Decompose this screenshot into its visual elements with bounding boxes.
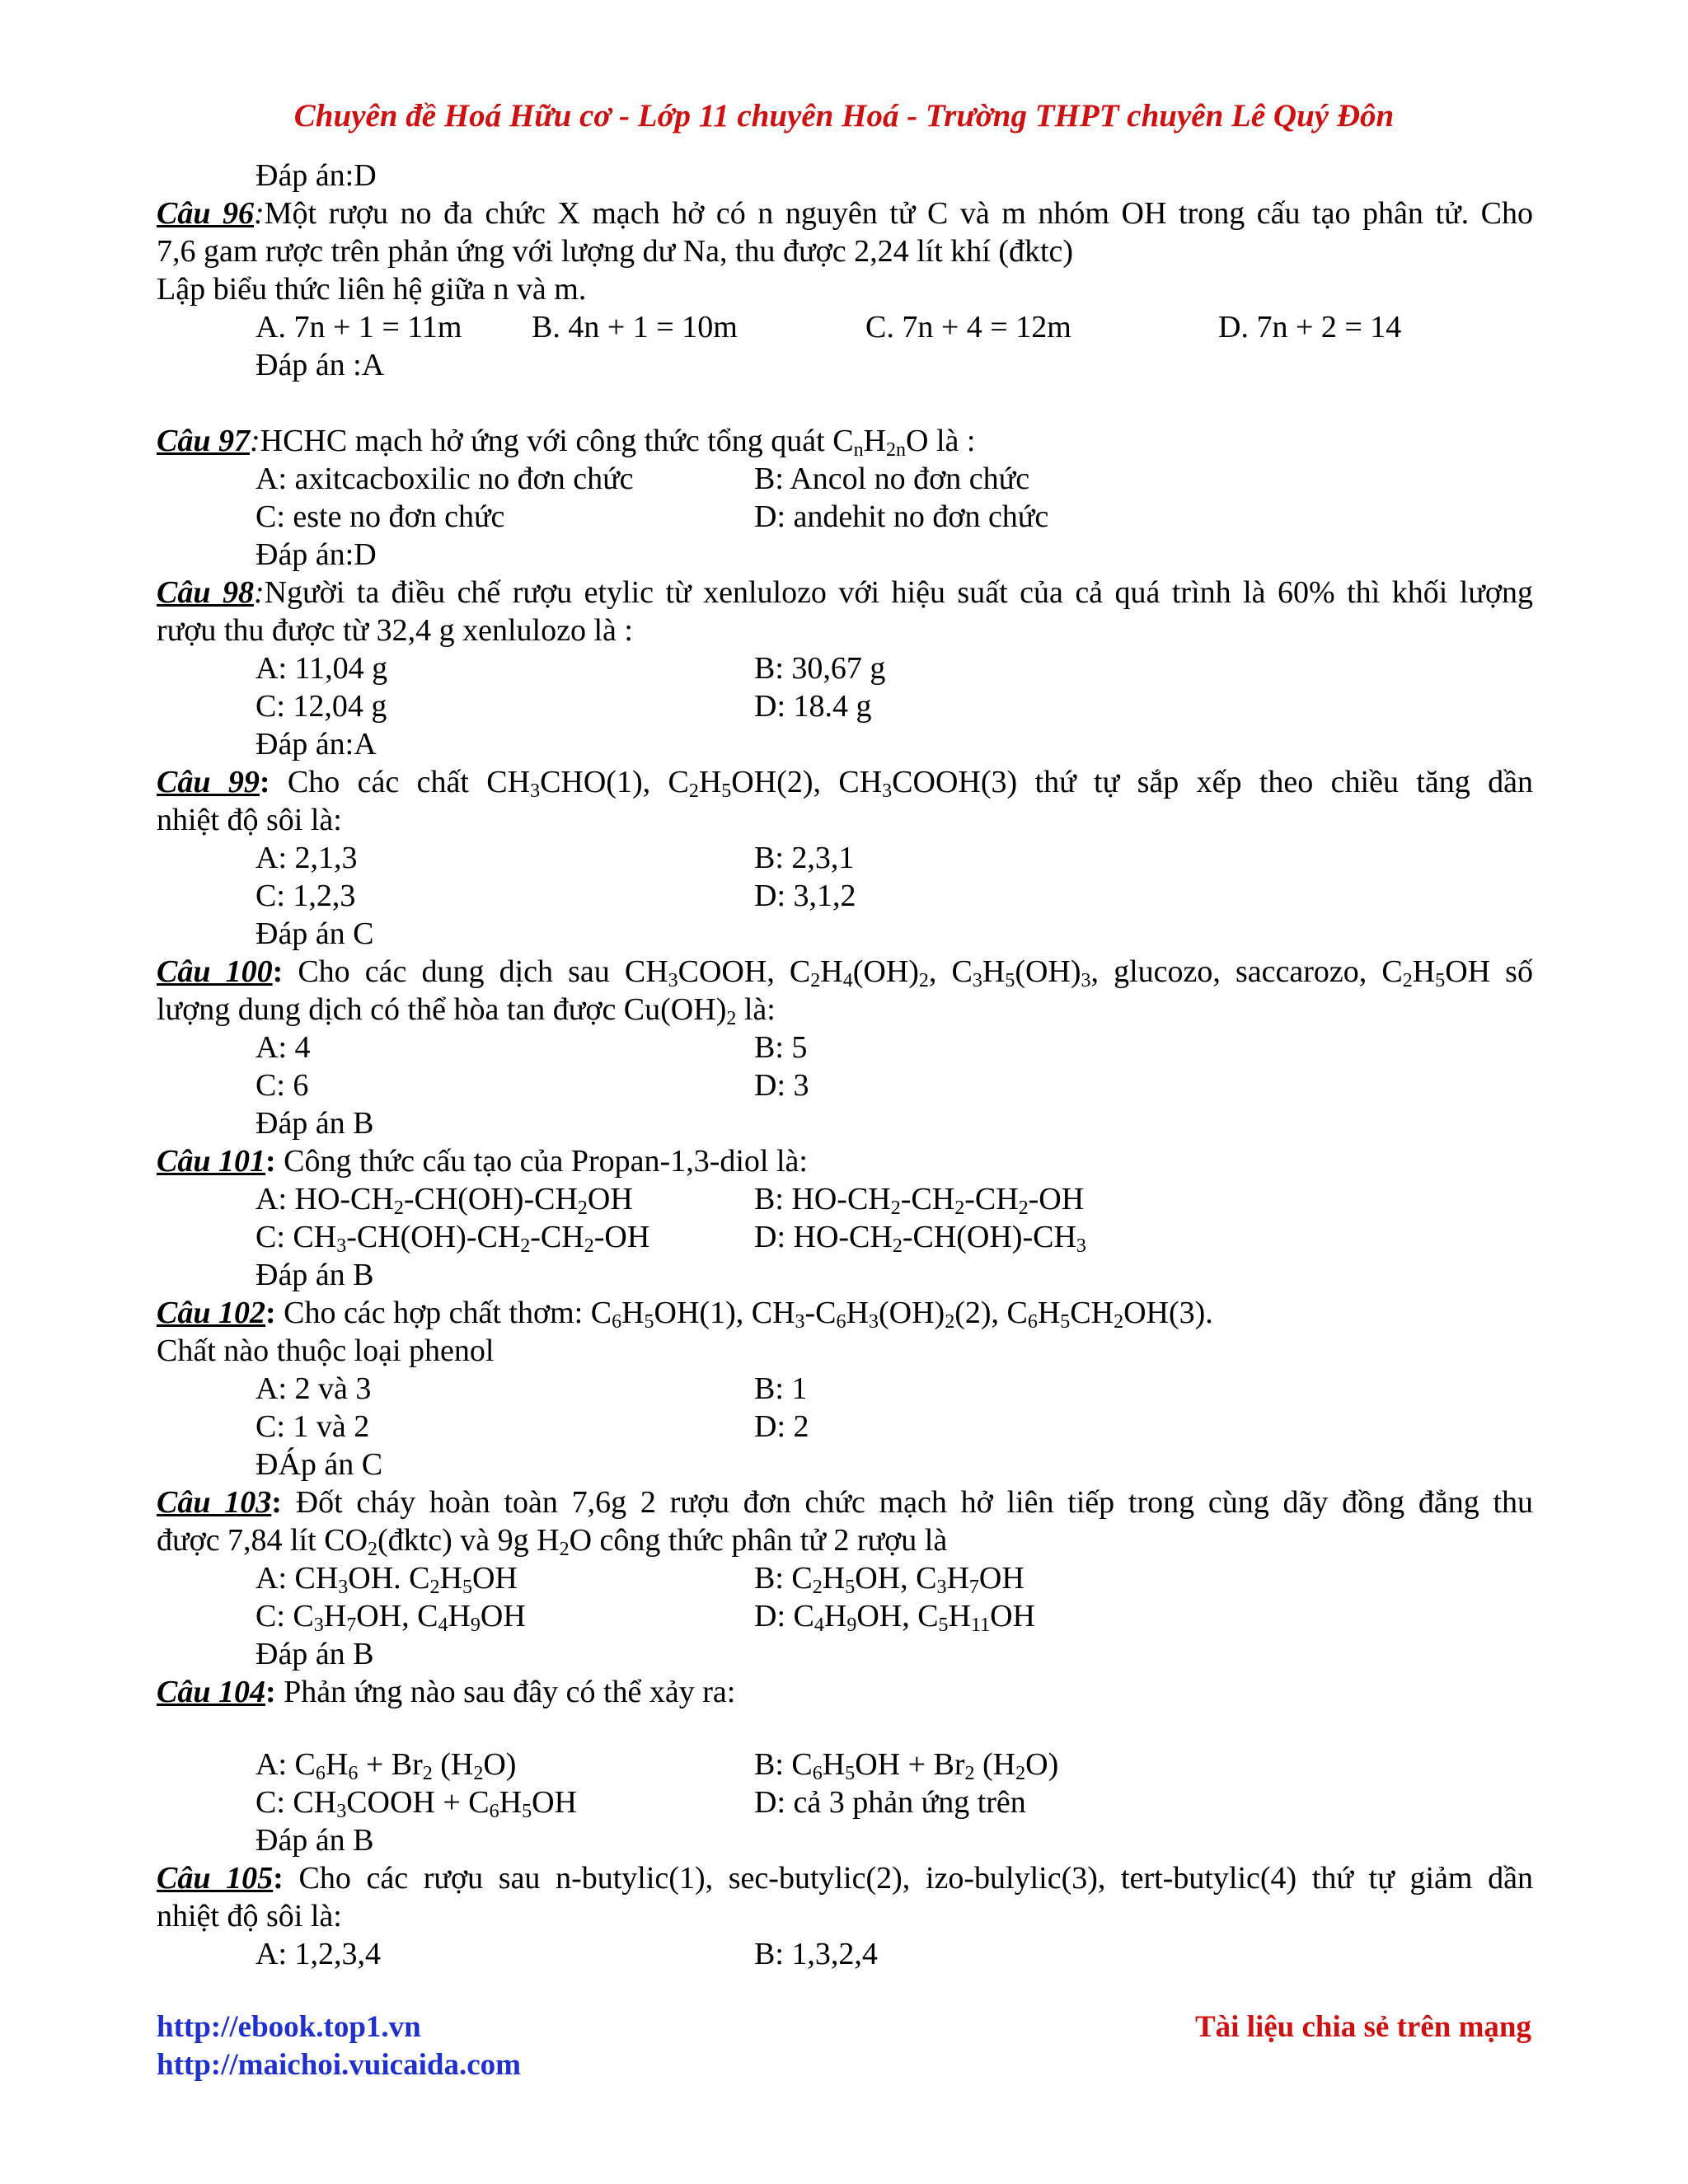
answer-line: ĐÁp án C xyxy=(256,1447,383,1482)
option-d: D: 3 xyxy=(754,1068,809,1103)
options-row xyxy=(157,1559,1533,1597)
question-105 xyxy=(157,1859,1533,1973)
question-label: Câu 98 xyxy=(157,575,254,610)
option-b: B: $C_2H_5OH$, $C_3H_7OH$ xyxy=(754,1561,1025,1598)
question-stem: nhiệt độ sôi là: xyxy=(157,1899,342,1933)
footer-link-maichoi[interactable]: http://maichoi.vuicaida.com xyxy=(157,2048,521,2082)
question-104 xyxy=(157,1673,1533,1859)
question-99 xyxy=(157,763,1533,953)
question-label: Câu 100 xyxy=(157,954,273,989)
page-header: Chuyên đề Hoá Hữu cơ - Lớp 11 chuyên Hoá - Trường THPT chuyên Lê Quý Đôn xyxy=(293,98,1395,134)
options-row xyxy=(157,877,1533,915)
question-stem: Câu 105: Cho các rượu sau n-butylic(1), sec-butylic(2), izo-bulylic(3), tert-butylic(4) thứ tự giảm dần xyxy=(157,1861,1534,1896)
option-b: B: Ancol no đơn chức xyxy=(754,462,1030,496)
option-a: A: 1,2,3,4 xyxy=(256,1937,381,1971)
options-row xyxy=(157,1408,1533,1446)
option-d: D: $C_4H_9OH$, $C_5H_{11}OH$ xyxy=(754,1599,1035,1636)
question-101 xyxy=(157,1142,1533,1294)
option-a: A: 11,04 g xyxy=(256,651,388,686)
option-a: A: 2 và 3 xyxy=(256,1371,372,1406)
question-label: Câu 104 xyxy=(157,1675,265,1709)
footer-links xyxy=(157,2008,521,2084)
options-row xyxy=(157,498,1533,536)
options-row xyxy=(157,1783,1533,1821)
answer-line: Đáp án:A xyxy=(256,727,377,762)
question-stem: Câu 100: Cho các dung dịch sau $CH_3COOH$, $C_2H_4(OH)_2$, $C_3H_5(OH)_3$, glucozo, saccarozo, $C_2H_5OH$ số xyxy=(157,954,1533,991)
answer-line: Đáp án:D xyxy=(256,158,377,193)
answer-line: Đáp án B xyxy=(256,1258,374,1292)
option-b: B: 1,3,2,4 xyxy=(754,1937,878,1971)
options-row xyxy=(157,1180,1533,1218)
question-label: Câu 96 xyxy=(157,196,255,231)
option-a: A: $C_6H_6 + Br_2$ $(H_2O)$ xyxy=(256,1747,517,1784)
options-row xyxy=(157,1066,1533,1104)
option-c: C. 7n + 4 = 12m xyxy=(865,310,1071,344)
question-stem: Câu 103: Đốt cháy hoàn toàn 7,6g 2 rượu đơn chức mạch hở liên tiếp trong cùng dãy đồng đẳng thu xyxy=(157,1485,1533,1520)
question-96 xyxy=(157,194,1533,384)
option-d: D: 3,1,2 xyxy=(754,879,856,913)
option-d: D: 18.4 g xyxy=(754,689,872,724)
spacer xyxy=(157,384,1533,422)
question-stem: Câu 97:HCHC mạch hở ứng với công thức tổng quát $C_nH_{2n}O$ là : xyxy=(157,424,976,461)
option-d: D: $HO-CH_2-CH(OH)-CH_3$ xyxy=(754,1220,1086,1257)
question-103 xyxy=(157,1483,1533,1673)
option-c: C: $CH_3-CH(OH)-CH_2-CH_2-OH$ xyxy=(256,1220,650,1257)
options-row xyxy=(157,839,1533,877)
option-c: C: 1 và 2 xyxy=(256,1409,370,1444)
question-stem: 7,6 gam rược trên phản ứng với lượng dư Na, thu được 2,24 lít khí (đktc) xyxy=(157,234,1074,269)
options-row xyxy=(157,687,1533,725)
option-a: A. 7n + 1 = 11m xyxy=(256,310,462,344)
footer-link-ebook[interactable]: http://ebook.top1.vn xyxy=(157,2010,421,2044)
options-row xyxy=(157,1218,1533,1256)
answer-line: Đáp án:D xyxy=(256,537,377,572)
options-row xyxy=(157,1935,1533,1973)
answer-line: Đáp án B xyxy=(256,1106,374,1141)
answer-line: Đáp án :A xyxy=(256,348,385,382)
question-label: Câu 99 xyxy=(157,765,260,799)
option-a: A: $CH_3OH$. $C_2H_5OH$ xyxy=(256,1561,518,1598)
options-row xyxy=(157,1029,1533,1066)
option-b: B: 1 xyxy=(754,1371,808,1406)
question-label: Câu 103 xyxy=(157,1485,272,1520)
option-b: B: $HO-CH_2-CH_2-CH_2-OH$ xyxy=(754,1182,1085,1219)
question-stem: rượu thu được từ 32,4 g xenlulozo là : xyxy=(157,613,633,648)
question-label: Câu 97 xyxy=(157,424,250,458)
option-c: C: 12,04 g xyxy=(256,689,387,724)
spacer xyxy=(157,1711,1533,1746)
question-label: Câu 101 xyxy=(157,1144,265,1179)
question-stem: Câu 96:Một rượu no đa chức X mạch hở có n nguyên tử C và m nhóm OH trong cấu tạo phân tử. Cho xyxy=(157,196,1534,231)
question-label: Câu 105 xyxy=(157,1861,274,1896)
question-list xyxy=(157,157,1533,1973)
options-row xyxy=(157,1746,1533,1783)
question-stem: được 7,84 lít $CO_2(đktc)$ và 9g $H_2O$ công thức phân tử 2 rượu là xyxy=(157,1523,948,1560)
question-stem: lượng dung dịch có thể hòa tan được $Cu(OH)_2$ là: xyxy=(157,992,776,1029)
answer-line: Đáp án B xyxy=(256,1823,374,1858)
option-c: C: 1,2,3 xyxy=(256,879,356,913)
footer-note: Tài liệu chia sẻ trên mạng xyxy=(1194,2010,1531,2044)
question-97 xyxy=(157,422,1533,574)
question-stem: Lập biểu thức liên hệ giữa n và m. xyxy=(157,272,587,307)
option-a: A: $HO-CH_2-CH(OH)-CH_2OH$ xyxy=(256,1182,633,1219)
question-stem: Câu 104: Phản ứng nào sau đây có thể xảy ra: xyxy=(157,1675,736,1709)
option-b: B. 4n + 1 = 10m xyxy=(532,310,738,344)
options-row xyxy=(157,1597,1533,1635)
question-stem: nhiệt độ sôi là: xyxy=(157,803,342,837)
question-stem: Câu 99: Cho các chất $CH_3CHO(1)$, $C_2H_5OH(2)$, $CH_3COOH(3)$ thứ tự sắp xếp theo chiều tăng dần xyxy=(157,765,1534,802)
options-row xyxy=(157,460,1533,498)
option-c: C: este no đơn chức xyxy=(256,499,505,534)
option-c: C: 6 xyxy=(256,1068,309,1103)
option-d: D: andehit no đơn chức xyxy=(754,499,1049,534)
option-a: A: axitcacboxilic no đơn chức xyxy=(256,462,634,496)
question-stem: Chất nào thuộc loại phenol xyxy=(157,1333,495,1368)
question-100 xyxy=(157,953,1533,1142)
option-b: B: 2,3,1 xyxy=(754,841,855,875)
question-stem: Câu 102: Cho các hợp chất thơm: $C_6H_5OH(1)$, $CH_3-C_6H_3(OH)_2(2)$, $C_6H_5CH_2OH(3)$. xyxy=(157,1296,1213,1333)
option-d: D: cả 3 phản ứng trên xyxy=(754,1785,1026,1820)
option-b: B: 5 xyxy=(754,1030,808,1065)
options-row xyxy=(157,308,1533,346)
question-102 xyxy=(157,1294,1533,1483)
question-stem: Câu 98:Người ta điều chế rượu etylic từ xenlulozo với hiệu suất của cả quá trình là 60% thì khối lượng xyxy=(157,575,1533,610)
option-d: D: 2 xyxy=(754,1409,809,1444)
answer-line: Đáp án B xyxy=(256,1637,374,1671)
option-a: A: 4 xyxy=(256,1030,311,1065)
option-c: C: $CH_3COOH + C_6H_5OH$ xyxy=(256,1785,577,1822)
option-d: D. 7n + 2 = 14 xyxy=(1218,310,1402,344)
options-row xyxy=(157,1370,1533,1408)
options-row xyxy=(157,649,1533,687)
option-a: A: 2,1,3 xyxy=(256,841,358,875)
question-label: Câu 102 xyxy=(157,1296,265,1330)
option-b: B: 30,67 g xyxy=(754,651,886,686)
answer-line: Đáp án C xyxy=(256,916,374,951)
question-98 xyxy=(157,574,1533,763)
option-c: C: $C_3H_7OH$, $C_4H_9OH$ xyxy=(256,1599,526,1636)
option-b: B: $C_6H_5OH + Br_2$ $(H_2O)$ xyxy=(754,1747,1059,1784)
question-stem: Câu 101: Công thức cấu tạo của Propan-1,3-diol là: xyxy=(157,1144,808,1179)
